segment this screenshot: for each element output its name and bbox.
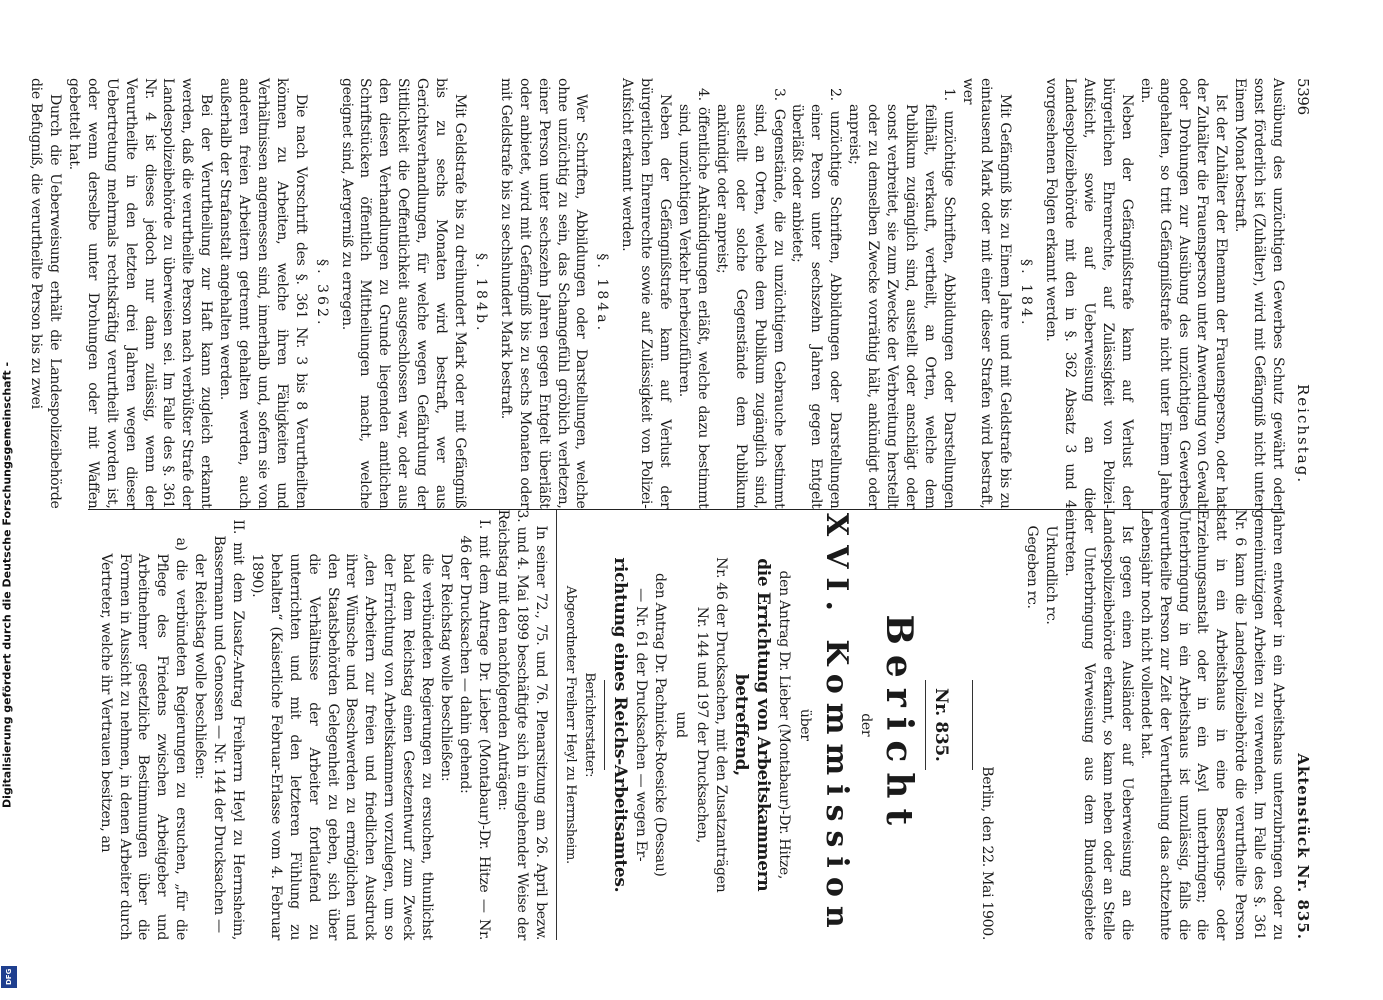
paragraph: Neben der Gefängnißstrafe kann auf Verlust der bürgerlichen Ehrenrechte, auf Zulässigkeit von Polizei-Aufsicht, sowie auf Ueberweisung an die Landespolizeibehörde mit den in §. 362 Absatz 3 und 4 vorgesehenen Folgen erkannt werden. <box>1043 78 1135 509</box>
section-heading: §. 184a. <box>594 253 611 334</box>
paragraph: Bei der Verurtheilung zur Haft kann zugleich erkannt werden, daß die verurtheilte Person nach verbüßter Strafe der Landespolizeibehörde zu überweisen sei. Im Falle des §. 361 Nr. 4 ist dieses jedoch nur dann zulässig, wenn der Verurtheilte in den letzten drei Jahren wegen dieser Uebertretung mehrmals rechtskräftig verurtheilt worden ist, oder wenn derselbe unter Drohungen oder mit Waffen gebettelt hat. <box>65 78 215 509</box>
subject-line: den Antrag Dr. Lieber (Montabaur)-Dr. Hitze, <box>775 570 792 880</box>
quoted-text: die verbündeten Regierungen zu ersuchen, thunlichst bald dem Reichstag einen Gesetzentwurf zum Zweck der Errichtung von Arbeitskammern vorzulegen, um so „den Arbeitern zur freien und friedlichen Ausdruck ihrer Wünsche und Beschwerden zu ermöglichen und den Staatsbehörden Gelegenheit zu geben, sich über die Verhältnisse der Arbeiter fortlaufend zu unterrichten und mit den letzteren Fühlung zu behalten“ (Kaiserliche Februar-Erlasse vom 4. Februar 1890). <box>248 553 436 940</box>
paragraph: Ausübung des unzüchtigen Gewerbes Schutz gewährt oder sonst förderlich ist (Zuhälter), wird mit Gefängniß nicht unter Einem Monat bestraft. <box>1232 78 1287 509</box>
subject-line: Nr. 46 der Drucksachen, mit den Zusatzanträgen <box>712 557 729 893</box>
date-line: Berlin, den 22. Mai 1900. <box>979 766 996 940</box>
rapporteur-name: Abgeordneter Freiherr Heyl zu Herrnsheim. <box>563 585 579 864</box>
der-line: der <box>857 713 874 737</box>
two-column-body <box>26 78 1287 940</box>
paragraph: Ist der Zuhälter der Ehemann der Frauensperson, oder hat der Zuhälter die Frauensperson unter Anwendung von Gewalt oder Drohungen zur Ausübung des unzüchtigen Gewerbes angehalten, so tritt Gefängnißstrafe nicht unter Einem Jahre ein. <box>1137 78 1230 509</box>
rapporteur-label: Berichterstatter: <box>582 672 598 778</box>
list-item: 4. öffentliche Ankündigungen erläßt, welche dazu bestimmt sind, unzüchtigen Verkehr herbeizuführen. <box>676 88 711 509</box>
section-heading: §. 362. <box>313 259 330 328</box>
paragraph: Mit Geldstrafe bis zu dreihundert Mark oder mit Gefängniß bis zu sechs Monaten wird bestraft, wer aus Gerichtsverhandlungen, für welche wegen Gefährdung der Sittlichkeit die Oeffentlichkeit ausgeschlossen war, oder aus den diesen Verhandlungen zu Grunde liegenden amtlichen Schriftstücken öffentlich Mittheilungen macht, welche geeignet sind, Aergerniß zu erregen. <box>338 78 469 509</box>
dfg-logo: DFG <box>1 966 17 988</box>
report-title: Bericht <box>877 614 920 836</box>
paragraph: Die nach Vorschrift des §. 361 Nr. 3 bis 8 Verurtheilten können zu Arbeiten, welche ihren Fähigkeiten und Verhältnissen angemessen sind, innerhalb und, sofern sie von anderen freien Arbeitern getrennt gehalten werden, auch außerhalb der Strafanstalt angehalten werden. <box>217 78 309 509</box>
aktenstueck-number: Aktenstück Nr. 835. <box>1294 753 1312 940</box>
left-column <box>26 78 1287 509</box>
separator-rule <box>556 510 557 940</box>
page-number: 5396 <box>1294 78 1312 115</box>
funding-stamp-text: Digitalisierung gefördert durch die Deutsche Forschungsgemeinschaft - <box>0 361 14 809</box>
paragraph: Gegeben rc. <box>1024 525 1041 609</box>
list-item: II. mit dem Zusatz-Antrag Freiherrn Heyl zu Herrnsheim, Bassermann und Genossen — Nr. 144 der Drucksachen — <box>211 519 247 940</box>
commission-title: XVI. Kommission <box>818 512 854 937</box>
quoted-text: Der Reichstag wolle beschließen: <box>438 553 454 782</box>
report-body <box>96 510 550 941</box>
section-heading: §. 184. <box>1018 259 1035 328</box>
separator-rule <box>973 680 974 770</box>
document-number: Nr. 835. <box>931 688 952 762</box>
list-item: 2. unzüchtige Schriften, Abbildungen oder Darstellungen einer Person unter sechszehn Jahren gegen Entgelt überläßt oder anbietet; <box>789 88 844 509</box>
section-heading: §. 184b. <box>472 253 489 334</box>
subject-line: Nr. 144 und 197 der Drucksachen, <box>693 606 710 843</box>
paragraph: Urkundlich rc. <box>1043 525 1060 625</box>
list-item: a) die verbündeten Regierungen zu ersuchen, „für die Pflege des Friedens zwischen Arbeitgeber und Arbeitnehmer gesetzliche Bestimmungen über die Formen in Aussicht zu nehmen, in denen Arbeiter durch Vertreter, welche ihr Vertrauen besitzen, an <box>97 537 190 940</box>
paragraph: Wer Schriften, Abbildungen oder Darstellungen, welche ohne unzüchtig zu sein, das Schamgefühl gröblich verletzen, einer Person unter sechszehn Jahren gegen Entgelt überläßt oder anbietet, wird mit Gefängniß bis zu sechs Monaten oder mit Geldstrafe bis zu sechshundert Mark bestraft. <box>497 78 590 509</box>
separator-rule <box>604 680 605 770</box>
quoted-text: der Reichstag wolle beschließen: <box>192 553 209 779</box>
paragraph: Ist gegen einen Ausländer auf Ueberweisung an die Landespolizeibehörde erkannt, so kann neben oder an Stelle der Unterbringung Verweisung aus dem Bundesgebiete eintreten. <box>1062 509 1135 940</box>
funding-stamp <box>0 0 21 1000</box>
second-motion-line: den Antrag Dr. Pachnicke-Roesicke (Dessau) <box>652 572 669 877</box>
second-motion-bold: richtung eines Reichs-Arbeitsamtes. <box>610 557 631 893</box>
separator-rule <box>925 680 926 770</box>
document-page <box>28 64 1320 954</box>
right-column-continuation <box>1022 510 1287 941</box>
paragraph: Neben der Gefängnißstrafe kann auf Verlust der bürgerlichen Ehrenrechte sowie auf Zulässigkeit von Polizei-Aufsicht erkannt werden. <box>619 78 674 509</box>
running-title: Reichstag. <box>1294 384 1312 485</box>
second-motion-line: — Nr. 61 der Drucksachen — wegen Er- <box>633 588 650 862</box>
right-column <box>26 510 1287 941</box>
list-item: 1. unzüchtige Schriften, Abbildungen oder Darstellungen feilhält, verkauft, vertheilt, an Orten, welche dem Publikum zugänglich sind, ausstellt oder anschlägt oder sonst verbreitet, sie zum Zwecke der Verbreitung herstellt oder zu demselben Zwecke vorräthig hält, ankündigt oder anpreist; <box>846 88 957 509</box>
list-item: 3. Gegenstände, die zu unzüchtigem Gebrauche bestimmt sind, an Orten, welche dem Publikum zugänglich sind, ausstellt oder solche Gegenstände dem Publikum ankündigt oder anpreist; <box>713 88 787 509</box>
und-line: und <box>673 711 690 738</box>
paragraph: Mit Gefängniß bis zu Einem Jahre und mit Geldstrafe bis zu eintausend Mark oder mit einer dieser Strafen wird bestraft, wer <box>959 78 1014 509</box>
paragraph: Durch die Ueberweisung erhält die Landespolizeibehörde die Befugniß, die verurtheilte Person bis zu zwei <box>28 78 63 509</box>
paragraph: Jahren entweder in ein Arbeitshaus unterzubringen oder zu gemeinnützigen Arbeiten zu verwenden. Im Falle des §. 361 Nr. 6 kann die Landespolizeibehörde die verurtheilte Person statt in ein Arbeitshaus in eine Besserungs- oder Erziehungsanstalt oder in ein Asyl unterbringen; die Unterbringung in ein Arbeitshaus ist unzulässig, falls die verurtheilte Person zur Zeit der Verurtheilung das achtzehnte Lebensjahr noch nicht vollendet hat. <box>1137 509 1287 940</box>
page-header <box>1293 78 1312 940</box>
ueber-line: über <box>796 708 813 741</box>
subject-bold: die Errichtung von Arbeitskammern betreffend, <box>730 558 773 892</box>
paragraph: In seiner 72., 75. und 76. Plenarsitzung am 26. April bezw. 3. und 4. Mai 1899 beschäftigte sich in eingehender Weise der Reichstag mit den nachfolgenden Anträgen: <box>494 509 549 940</box>
scanned-page-rotated <box>28 64 1320 954</box>
list-item: I. mit dem Antrage Dr. Lieber (Montabaur)-Dr. Hitze — Nr. 46 der Drucksachen — dahin gehend: <box>456 519 492 940</box>
